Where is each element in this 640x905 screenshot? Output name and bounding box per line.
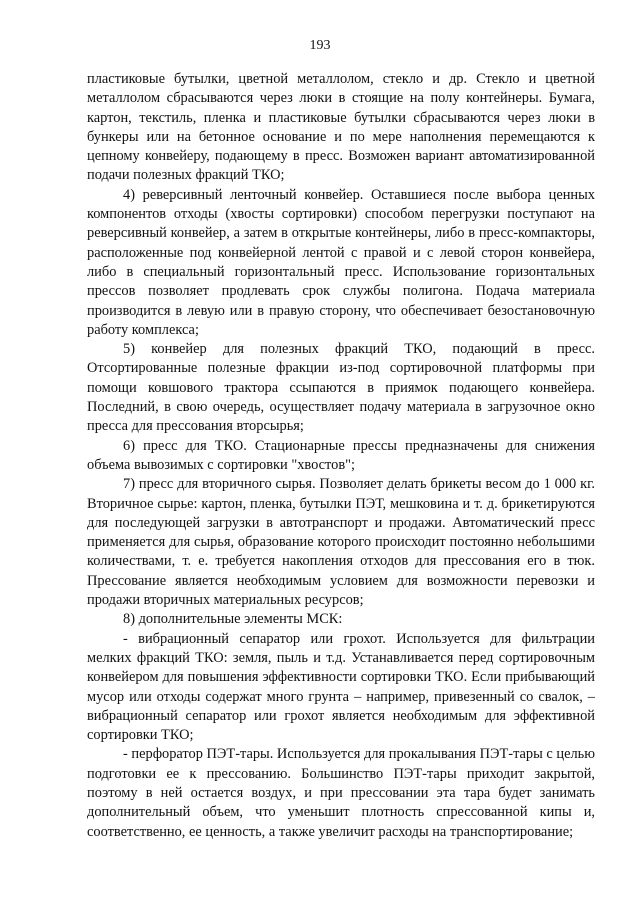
page-number: 193 xyxy=(309,38,331,53)
body-text xyxy=(87,70,595,842)
paragraph: 7) пресс для вторичного сырья. Позволяет делать брикеты весом до 1 000 кг. Вторичное сырье: картон, пленка, бутылки ПЭТ, мешковина и т. д. брикетируются для последующей загрузки в автотранспорт и продажи. Автоматический пресс применяется для сырья, образование которого происходит постоянно небольшими количествами, т. е. требуется накопления отходов для прессования его в тюк. Прессование является необходимым условием для возможности перевозки и продажи вторичных материальных ресурсов; xyxy=(87,476,595,609)
paragraph: пластиковые бутылки, цветной металлолом, стекло и др. Стекло и цветной металлолом сбрасываются через люки в стоящие на полу контейнеры. Бумага, картон, текстиль, пленка и пластиковые бутылки сбрасываются через люки в бункеры или на бетонное основание и по мере наполнения перемещаются к цепному конвейеру, подающему в пресс. Возможен вариант автоматизированной подачи полезных фракций ТКО; xyxy=(87,71,595,184)
paragraph: - перфоратор ПЭТ-тары. Используется для прокалывания ПЭТ-тары с целью подготовки ее к прессованию. Большинство ПЭТ-тары приходит закрытой, поэтому в ней остается воздух, и при прессовании эта тара будет занимать дополнительный объем, что уменьшит плотность спрессованной кипы и, соответственно, ее ценность, а также увеличит расходы на транспортирование; xyxy=(87,746,595,840)
paragraph: - вибрационный сепаратор или грохот. Используется для фильтрации мелких фракций ТКО: земля, пыль и т.д. Устанавливается перед сортировочным конвейером для повышения эффективности сортировки ТКО. Если прибывающий мусор или отходы содержат много грунта – например, привезенный со свалок, – вибрационный сепаратор или грохот является необходимым для эффективной сортировки ТКО; xyxy=(87,630,595,744)
paragraph: 4) реверсивный ленточный конвейер. Оставшиеся после выбора ценных компонентов отходы (хвосты сортировки) способом перегрузки поступают на реверсивный конвейер, а затем в открытые контейнеры, либо в пресс-компакторы, расположенные под конвейерной лентой с правой и с левой сторон конвейера, либо в специальный горизонтальный пресс. Использование горизонтальных прессов позволяет продлевать срок службы полигона. Подача материала производится в левую или в правую сторону, что обеспечивает безостановочную работу комплекса; xyxy=(87,186,595,338)
paragraph: 6) пресс для ТКО. Стационарные прессы предназначены для снижения объема вывозимых с сортировки "хвостов"; xyxy=(87,437,595,473)
paragraph: 5) конвейер для полезных фракций ТКО, подающий в пресс. Отсортированные полезные фракции из-под сортировочной платформы при помощи ковшового трактора ссыпаются в приямок подающего конвейера. Последний, в свою очередь, осуществляет подачу материала в загрузочное окно пресса для прессования вторсырья; xyxy=(87,341,595,435)
paragraph: 8) дополнительные элементы МСК: xyxy=(123,611,343,628)
